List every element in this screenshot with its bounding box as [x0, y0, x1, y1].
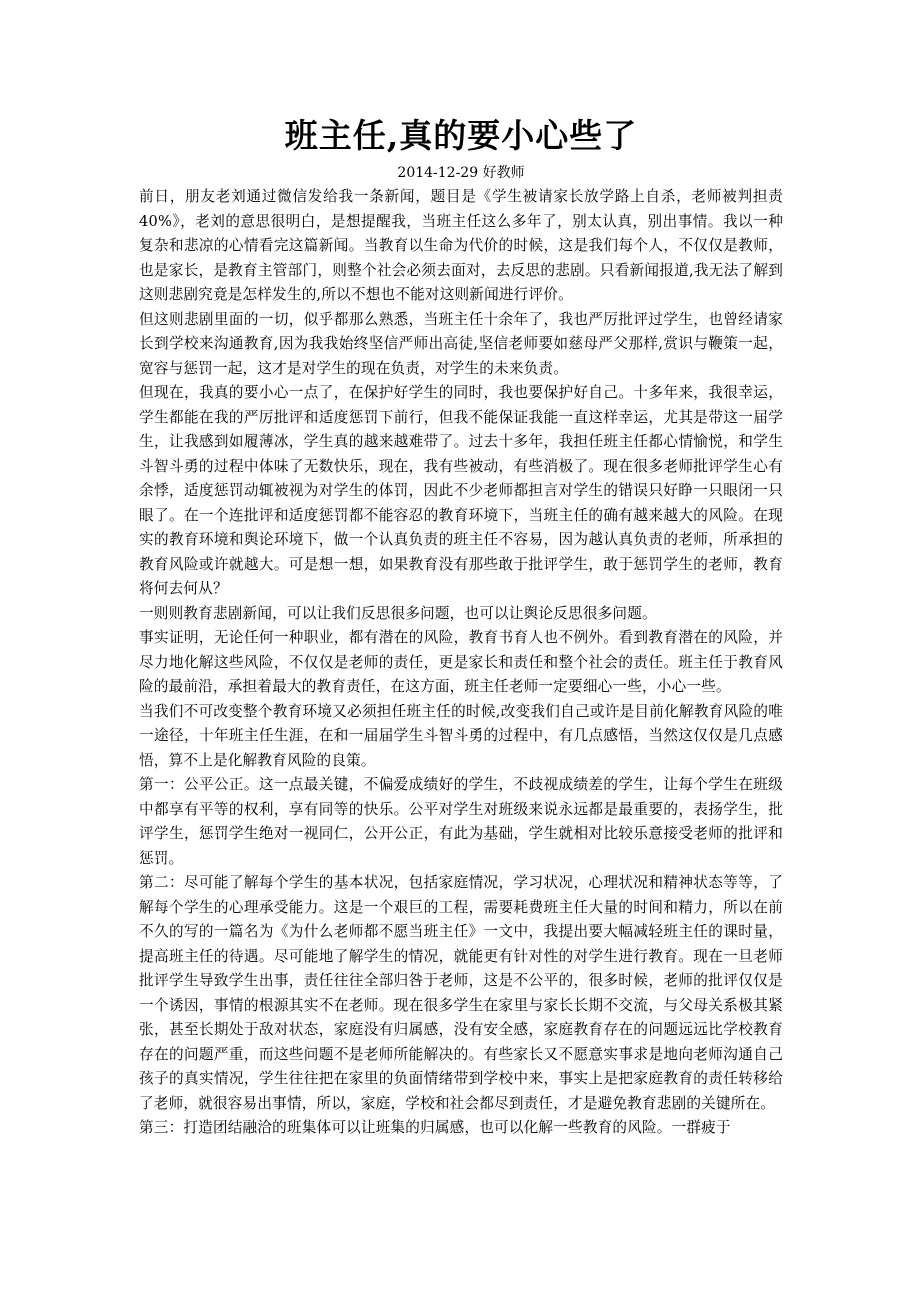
paragraph-point-1: 第一：公平公正。这一点最关键，不偏爱成绩好的学生，不歧视成绩差的学生，让每个学生在班级中都享有平等的权利，享有同等的快乐。公平对学生对班级来说永远都是最重要的，表扬学生，批评学生，惩罚学生绝对一视同仁，公开公正，有此为基础，学生就相对比较乐意接受老师的批评和惩罚。 [139, 776, 783, 867]
article-date-source: 2014-12-29 好教师 [397, 165, 525, 181]
paragraph-risk: 事实证明，无论任何一种职业，都有潜在的风险，教育书育人也不例外。看到教育潜在的风险，并尽力地化解这些风险，不仅仅是老师的责任，更是家长和责任和整个社会的责任。班主任于教育风险的最前沿，承担着最大的教育责任，在这方面，班主任老师一定要细心一些，小心一些。 [139, 629, 783, 695]
article-title: 班主任,真的要小心些了 [284, 116, 638, 155]
paragraph-careful: 但现在，我真的要小心一点了，在保护好学生的同时，我也要保护好自己。十多年来，我很幸运，学生都能在我的严厉批评和适度惩罚下前行，但我不能保证我能一直这样幸运，尤其是带这一届学生，让我感到如履薄冰，学生真的越来越难带了。过去十多年，我担任班主任都心情愉悦，和学生斗智斗勇的过程中体味了无数快乐，现在，我有些被动，有些消极了。现在很多老师批评学生心有余悸，适度惩罚动辄被视为对学生的体罚，因此不少老师都担言对学生的错误只好睁一只眼闭一只眼了。在一个连批评和适度惩罚都不能容忍的教育环境下，当班主任的确有越来越大的风险。在现实的教育环境和舆论环境下，做一个认真负责的班主任不容易，因为越认真负责的老师，所承担的教育风险或许就越大。可是想一想，如果教育没有那些敢于批评学生，敢于惩罚学生的老师，教育将何去何从？ [139, 384, 783, 597]
paragraph-point-3: 第三：打造团结融洽的班集体可以让班集的归属感，也可以化解一些教育的风险。一群疲于 [139, 1119, 731, 1136]
paragraph-point-2: 第二：尽可能了解每个学生的基本状况，包括家庭情况，学习状况，心理状况和精神状态等等，了解每个学生的心理承受能力。这是一个艰巨的工程，需要耗费班主任大量的时间和精力，所以在前不久的写的一篇名为《为什么老师都不愿当班主任》一文中，我提出要大幅减轻班主任的课时量，提高班主任的待遇。尽可能地了解学生的情况，就能更有针对性的对学生进行教育。现在一旦老师批评学生导致学生出事，责任往往全部归咎于老师，这是不公平的，很多时候，老师的批评仅仅是一个诱因，事情的根源其实不在老师。现在很多学生在家里与家长长期不交流，与父母关系极其紧张，甚至长期处于敌对状态，家庭没有归属感，没有安全感，家庭教育存在的问题远远比学校教育存在的问题严重，而这些问题不是老师所能解决的。有些家长又不愿意实事求是地向老师沟通自己孩子的真实情况，学生往往把在家里的负面情绪带到学校中来，事实上是把家庭教育的责任转移给了老师，就很容易出事情，所以，家庭，学校和社会都尽到责任，才是避免教育悲剧的关键所在。 [139, 874, 783, 1112]
paragraph-reflection: 一则则教育悲剧新闻，可以让我们反思很多问题，也可以让舆论反思很多问题。 [139, 604, 657, 622]
document-page [139, 112, 783, 1141]
paragraph-change-self: 当我们不可改变整个教育环境又必须担任班主任的时候,改变我们自己或许是目前化解教育风险的唯一途径，十年班主任生涯，在和一届届学生斗智斗勇的过程中，有几点感悟，当然这仅仅是几点感悟，算不上是化解教育风险的良策。 [139, 702, 783, 769]
paragraph-familiar: 但这则悲剧里面的一切，似乎都那么熟悉，当班主任十余年了，我也严厉批评过学生，也曾经请家长到学校来沟通教育,因为我我始终坚信严师出高徒,坚信老师要如慈母严父那样,赏识与鞭策一起，宽容与惩罚一起，这才是对学生的现在负责，对学生的未来负责。 [139, 310, 783, 377]
paragraph-intro: 前日，朋友老刘通过微信发给我一条新闻，题目是《学生被请家长放学路上自杀，老师被判担责40%》，老刘的意思很明白，是想提醒我，当班主任这么多年了，别太认真，别出事情。我以一种复杂和悲凉的心情看完这篇新闻。当教育以生命为代价的时候，这是我们每个人，不仅仅是教师，也是家长，是教育主管部门，则整个社会必须去面对，去反思的悲剧。只看新闻报道,我无法了解到这则悲剧究竟是怎样发生的,所以不想也不能对这则新闻进行评价。 [139, 188, 783, 303]
article-body [139, 185, 783, 1141]
